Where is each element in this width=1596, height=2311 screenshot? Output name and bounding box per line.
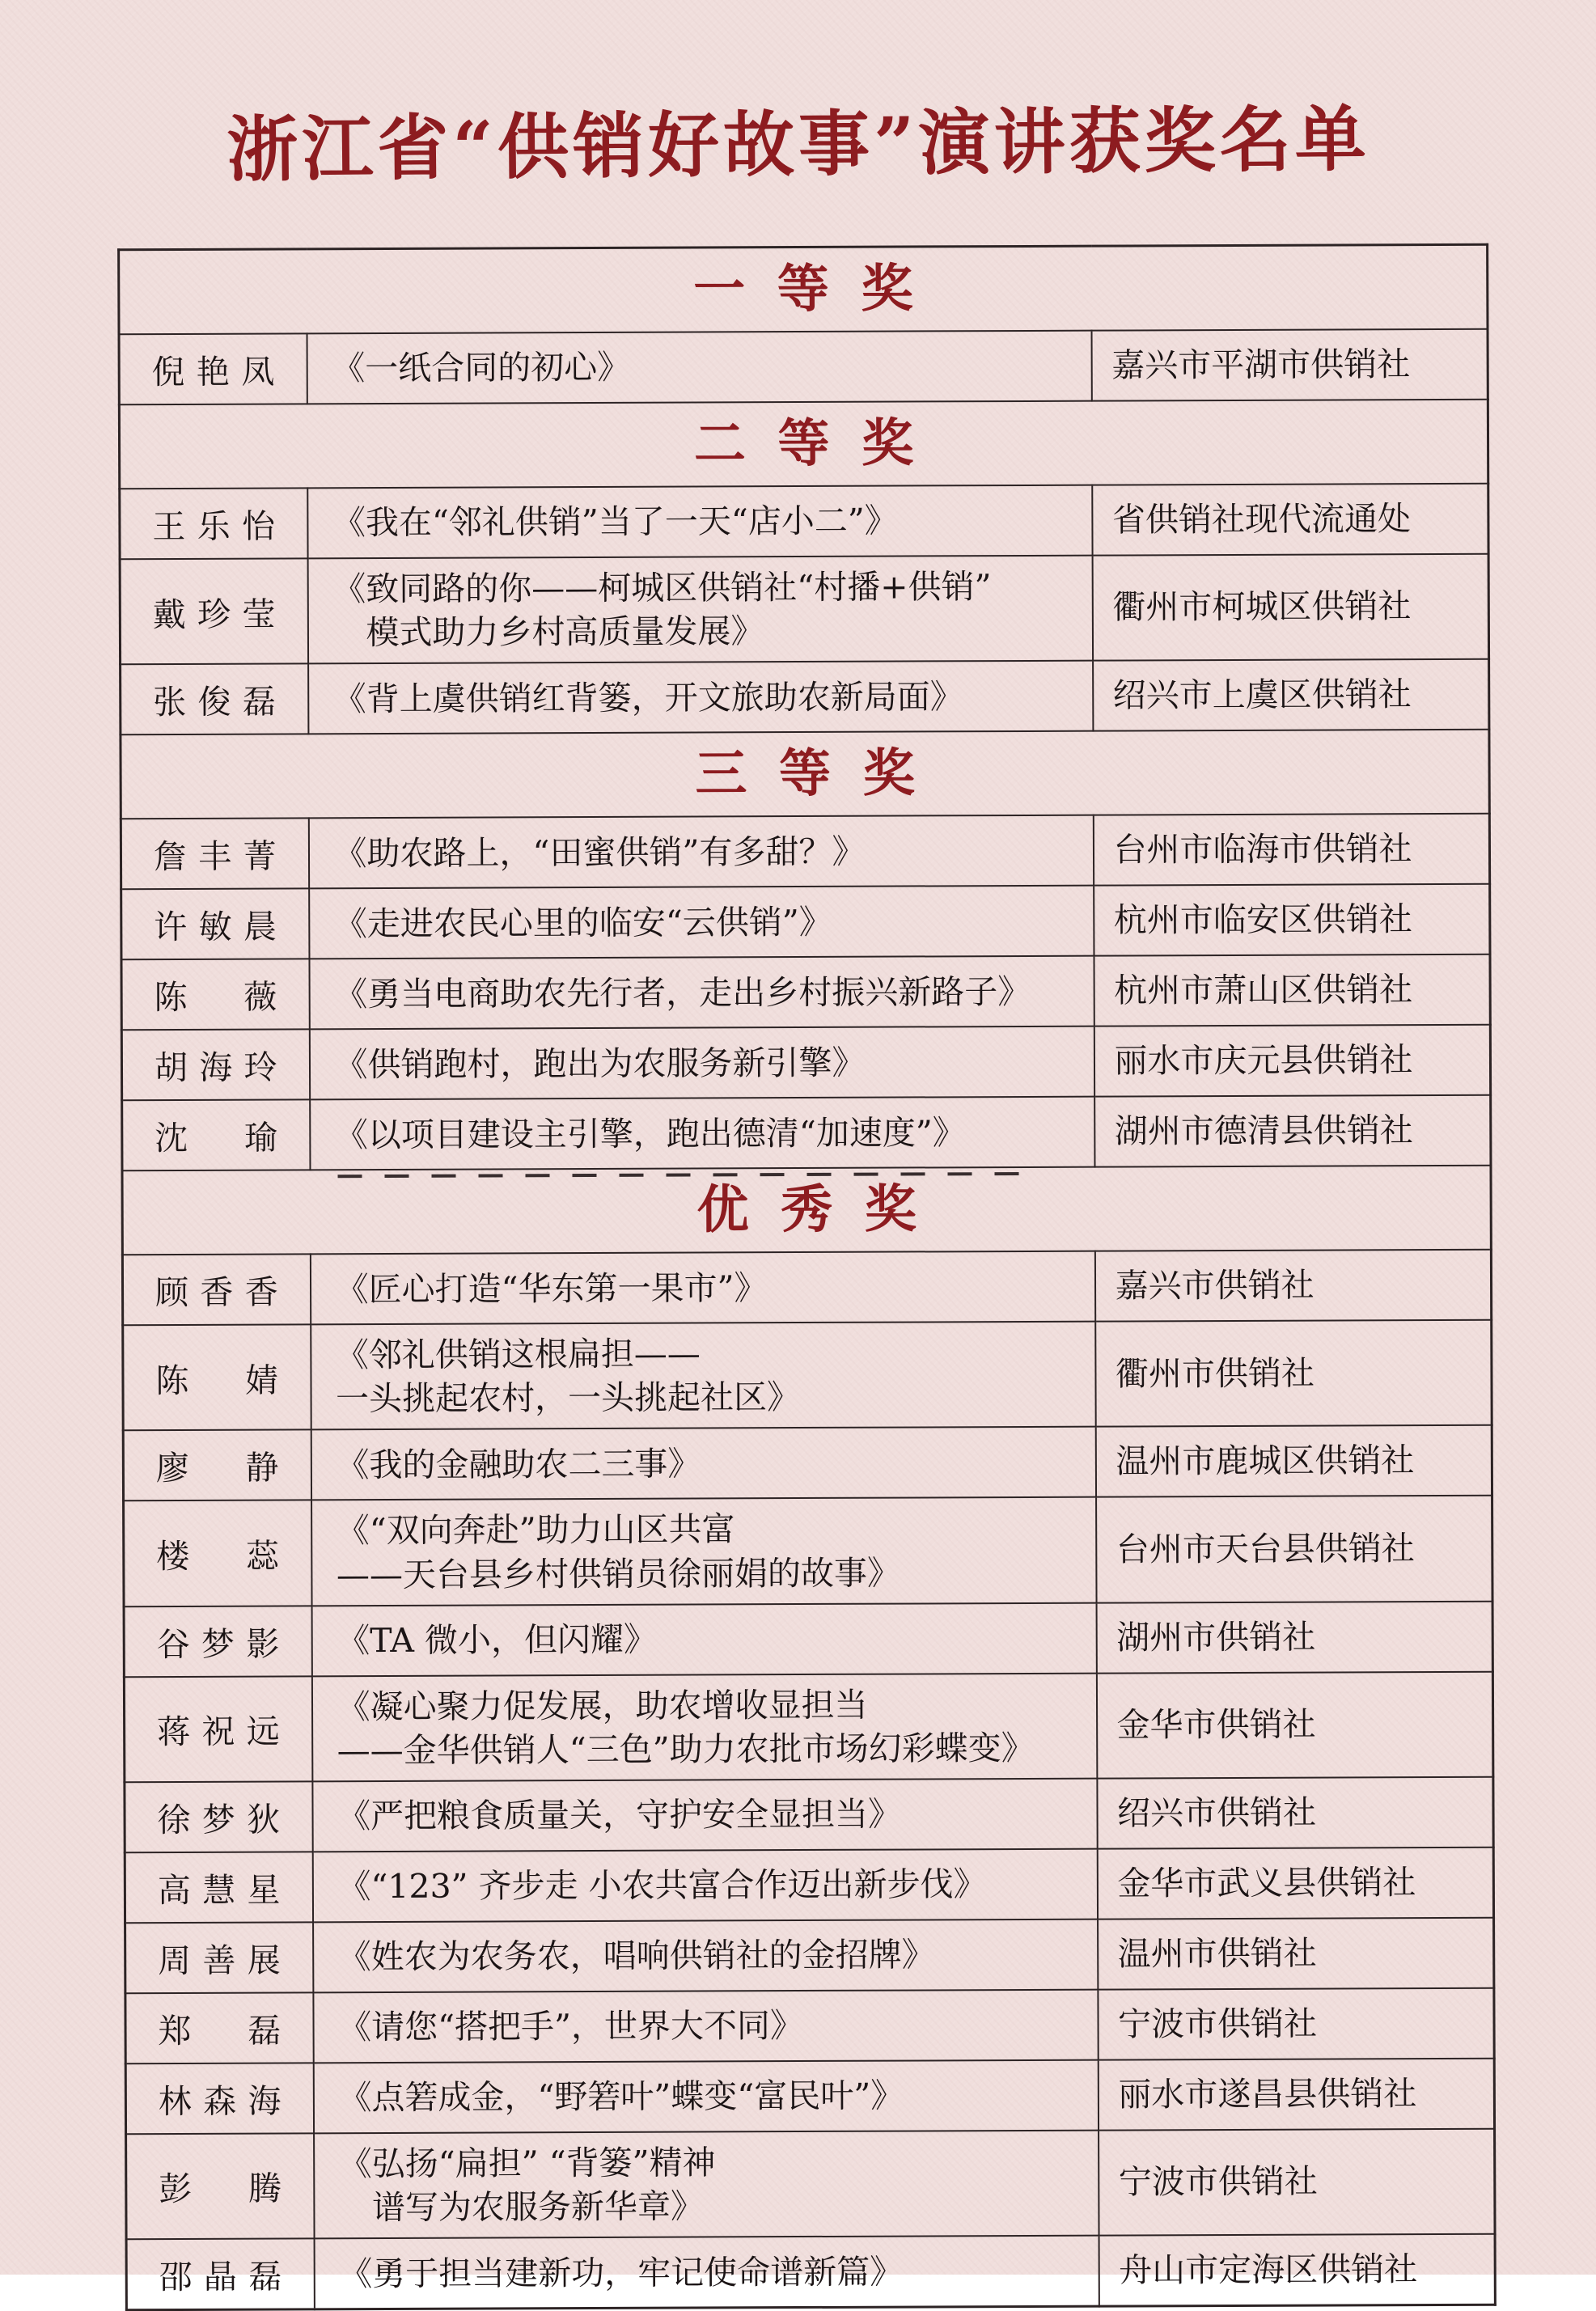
winner-name: 周善展 xyxy=(158,1940,281,1980)
winner-name-cell xyxy=(122,1254,310,1325)
winner-name: 高慧星 xyxy=(157,1869,281,1910)
table-row xyxy=(125,1987,1494,2063)
winner-unit: 绍兴市供销社 xyxy=(1097,1776,1493,1848)
speech-title: 《助农路上，“田蜜供销”有多甜？》 xyxy=(308,815,1093,888)
speech-title: 《“123” 齐步走 小农共富合作迈出新步伐》 xyxy=(312,1848,1097,1922)
winner-unit: 湖州市供销社 xyxy=(1096,1601,1492,1673)
section-row-first-prize xyxy=(119,244,1488,334)
speech-title: 《“双向奔赴”助力山区共富 ——天台县乡村供销员徐丽娟的故事》 xyxy=(311,1497,1096,1606)
table-row xyxy=(119,328,1488,404)
section-header-excellence-prize: 优秀奖 xyxy=(696,1179,949,1241)
speech-title: 《我在“邻礼供销”当了一天“店小二”》 xyxy=(307,485,1092,558)
table-row xyxy=(123,1425,1492,1500)
winner-unit: 丽水市遂昌县供销社 xyxy=(1098,2058,1494,2130)
winner-name: 戴珍莹 xyxy=(152,594,276,634)
table-row xyxy=(121,814,1489,889)
table-row xyxy=(125,1917,1494,1992)
winner-name: 谷梦影 xyxy=(156,1623,280,1664)
winner-name: 陈薇 xyxy=(154,977,277,1017)
winner-name-cell xyxy=(126,2238,314,2309)
winner-name-cell xyxy=(121,663,308,734)
table-row xyxy=(126,2233,1495,2309)
winner-name-cell xyxy=(120,558,307,664)
section-header-third-prize: 三等奖 xyxy=(695,743,947,805)
winner-name-cell xyxy=(121,888,309,959)
winner-name-cell xyxy=(125,1992,313,2063)
winner-unit: 嘉兴市平湖市供销社 xyxy=(1091,328,1488,400)
table-row xyxy=(126,2128,1496,2239)
winner-unit: 丽水市庆元县供销社 xyxy=(1094,1025,1490,1097)
winner-unit: 金华市供销社 xyxy=(1096,1671,1493,1778)
table-row xyxy=(121,884,1490,959)
table-row xyxy=(120,483,1488,558)
winner-name-cell xyxy=(124,1676,311,1782)
winner-name-cell xyxy=(126,2133,314,2239)
winner-name: 徐梦狄 xyxy=(157,1799,281,1839)
winner-name: 蒋祝远 xyxy=(156,1712,280,1751)
speech-title: 《TA 微小，但闪耀》 xyxy=(311,1602,1096,1676)
winner-name-cell xyxy=(121,959,309,1030)
section-header-cell xyxy=(122,1166,1491,1255)
winner-name: 詹丰菁 xyxy=(153,836,277,876)
winner-unit: 温州市鹿城区供销社 xyxy=(1095,1425,1492,1497)
winner-name: 林森海 xyxy=(158,2080,282,2121)
table-row xyxy=(122,1250,1491,1325)
speech-title: 《凝心聚力促发展，助农增收显担当 ——金华供销人“三色”助力农批市场幻彩蝶变》 xyxy=(311,1673,1096,1781)
winner-unit: 绍兴市上虞区供销社 xyxy=(1093,659,1489,731)
winner-name-cell xyxy=(124,1500,311,1606)
table-row xyxy=(122,1095,1491,1170)
page-title: 浙江省“供销好故事”演讲获奖名单 xyxy=(226,96,1371,192)
table-row xyxy=(121,1025,1490,1100)
winner-unit: 宁波市供销社 xyxy=(1099,2128,1496,2235)
winner-name-cell xyxy=(125,1781,312,1852)
winner-unit: 湖州市德清县供销社 xyxy=(1094,1095,1491,1167)
speech-title: 《姓农为农务农，唱响供销社的金招牌》 xyxy=(313,1919,1098,1992)
winner-name: 倪艳凤 xyxy=(151,352,275,392)
section-row-second-prize xyxy=(119,399,1488,488)
winner-name: 楼蕊 xyxy=(156,1536,280,1576)
winner-name-cell xyxy=(125,1852,312,1923)
table-row xyxy=(121,954,1490,1030)
speech-title: 《勇于担当建新功，牢记使命谱新篇》 xyxy=(314,2235,1099,2309)
winner-unit: 杭州市临安区供销社 xyxy=(1094,884,1490,956)
award-table xyxy=(117,243,1497,2311)
speech-title: 《点箬成金，“野箬叶”蝶变“富民叶”》 xyxy=(313,2059,1098,2133)
award-table-body xyxy=(119,244,1496,2310)
winner-name: 沈瑜 xyxy=(155,1118,278,1158)
winner-unit: 嘉兴市供销社 xyxy=(1094,1250,1491,1322)
table-row xyxy=(124,1601,1492,1676)
winner-unit: 宁波市供销社 xyxy=(1098,1987,1494,2059)
winner-unit: 台州市临海市供销社 xyxy=(1093,814,1489,886)
table-row xyxy=(125,2058,1494,2133)
section-header-second-prize: 二等奖 xyxy=(693,413,946,475)
speech-title: 《一纸合同的初心》 xyxy=(307,330,1091,404)
winner-name: 许敏晨 xyxy=(154,907,277,946)
winner-unit: 台州市天台县供销社 xyxy=(1096,1496,1493,1602)
table-row xyxy=(123,1320,1492,1431)
section-header-cell xyxy=(121,730,1489,819)
winner-unit: 衢州市供销社 xyxy=(1095,1320,1492,1427)
speech-title: 《弘扬“扁担” “背篓”精神 谱写为农服务新华章》 xyxy=(314,2130,1099,2238)
winner-name: 郑磊 xyxy=(158,2010,282,2051)
speech-title: 《致同路的你——柯城区供销社“村播+供销” 模式助力乡村高质量发展》 xyxy=(307,555,1092,663)
winner-name: 张俊磊 xyxy=(153,682,276,722)
winner-name-cell xyxy=(119,333,307,404)
speech-title: 《走进农民心里的临安“云供销”》 xyxy=(309,885,1094,959)
winner-name: 彭腾 xyxy=(159,2169,282,2209)
winner-name-cell xyxy=(123,1324,311,1430)
winner-name: 王乐怡 xyxy=(152,506,276,546)
speech-title: 《以项目建设主引擎，跑出德清“加速度”》 xyxy=(310,1096,1094,1170)
winner-name-cell xyxy=(121,1029,309,1100)
speech-title: 《严把粮食质量关，守护安全显担当》 xyxy=(312,1778,1097,1852)
table-row xyxy=(124,1496,1493,1606)
winner-name-cell xyxy=(125,2063,313,2134)
winner-name: 陈婧 xyxy=(155,1360,279,1400)
speech-title: 《供销跑村，跑出为农服务新引擎》 xyxy=(309,1026,1094,1099)
speech-title: 《我的金融助农二三事》 xyxy=(311,1427,1095,1500)
section-header-first-prize: 一等奖 xyxy=(692,258,946,320)
winner-name-cell xyxy=(121,818,308,889)
winner-name-cell xyxy=(122,1099,310,1170)
winner-unit: 温州市供销社 xyxy=(1098,1917,1494,1989)
speech-title: 《匠心打造“华东第一果市”》 xyxy=(310,1251,1094,1324)
table-row xyxy=(120,553,1489,664)
winner-name-cell xyxy=(123,1429,311,1500)
speech-title: 《请您“搭把手”，世界大不同》 xyxy=(313,1989,1098,2063)
table-row xyxy=(124,1671,1493,1782)
table-row xyxy=(121,659,1489,734)
winner-name-cell xyxy=(125,1922,313,1993)
speech-title: 《邻礼供销这根扁担—— 一头挑起农村，一头挑起社区》 xyxy=(311,1321,1095,1429)
speech-title: 《背上虞供销红背篓，开文旅助农新局面》 xyxy=(308,660,1093,734)
winner-unit: 衢州市柯城区供销社 xyxy=(1092,553,1489,660)
winner-unit: 舟山市定海区供销社 xyxy=(1099,2233,1495,2305)
winner-name: 顾香香 xyxy=(155,1272,278,1312)
section-row-excellence-prize xyxy=(122,1166,1491,1255)
table-row xyxy=(125,1847,1493,1922)
section-header-cell xyxy=(119,399,1488,488)
section-header-cell xyxy=(119,244,1488,334)
winner-name-cell xyxy=(124,1606,311,1677)
winner-name: 邵晶磊 xyxy=(159,2257,282,2296)
winner-unit: 杭州市萧山区供销社 xyxy=(1094,954,1490,1026)
section-row-third-prize xyxy=(121,730,1489,819)
speech-title: 《勇当电商助农先行者，走出乡村振兴新路子》 xyxy=(309,955,1094,1029)
winner-name: 廖静 xyxy=(155,1448,279,1488)
winner-name-cell xyxy=(120,488,307,559)
table-row xyxy=(125,1776,1493,1852)
winner-unit: 金华市武义县供销社 xyxy=(1097,1847,1493,1919)
winner-unit: 省供销社现代流通处 xyxy=(1092,483,1488,555)
winner-name: 胡海玲 xyxy=(154,1048,277,1087)
